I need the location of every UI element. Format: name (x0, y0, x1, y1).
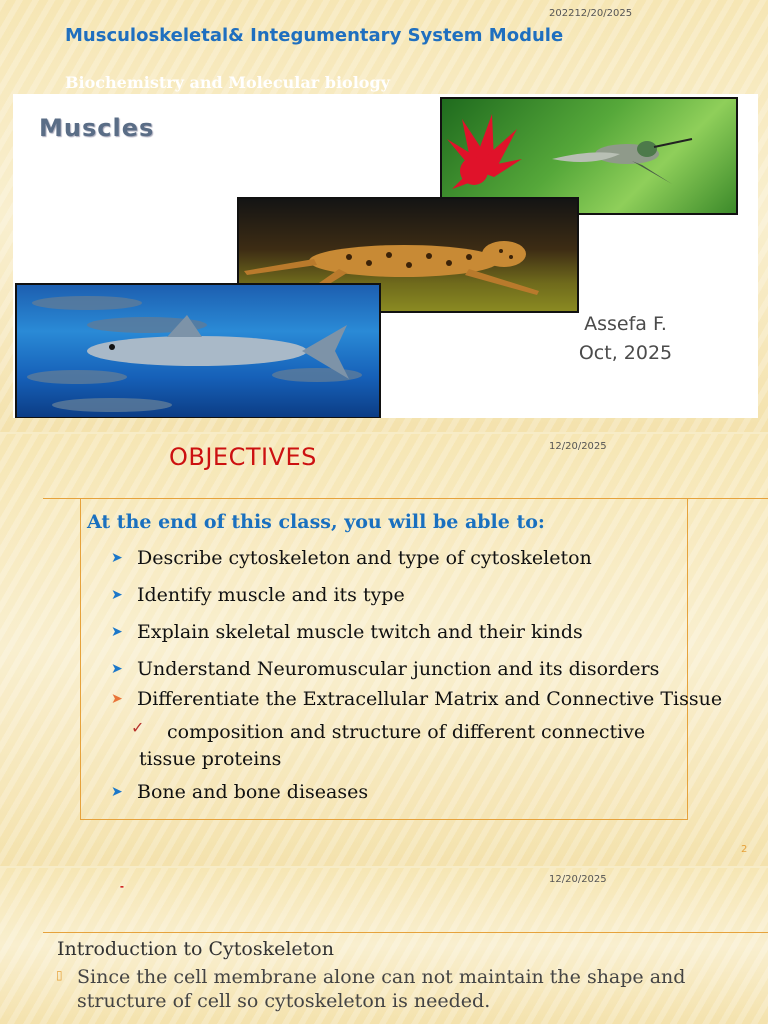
tuna-photo (15, 283, 381, 418)
bullet-icon: ▯ (56, 968, 63, 982)
slide-date: 12/20/2025 (549, 441, 607, 452)
arrow-bullet-icon: ➤ (111, 624, 123, 640)
arrow-bullet-icon: ➤ (111, 550, 123, 566)
objectives-lead: At the end of this class, you will be able to: (87, 511, 545, 533)
slide-subtitle: Biochemistry and Molecular biology (65, 73, 390, 92)
author-name: Assefa F. (584, 313, 667, 335)
title-slide (0, 0, 768, 432)
page-number: 2 (741, 844, 748, 855)
arrow-bullet-icon: ➤ (111, 587, 123, 603)
tiny-red-mark: ▬ (120, 884, 124, 889)
objectives-box: At the end of this class, you will be able to: ➤ Describe cytoskeleton and type of cytoskeleton ➤ Identify muscle and its type ➤ Explain skeletal muscle twitch and their kinds ➤ Understand Neuromuscular junction and its disorders ➤ Differentiate the Extracellular Matrix and Connective Tissue ✓ composition and structure of different connective tissue proteins ➤ Bone and bone diseases (80, 498, 688, 820)
module-title: Musculoskeletal& Integumentary System Module (65, 25, 564, 46)
slide-date: 12/20/2025 (549, 874, 607, 885)
objective-sub-item: ✓ composition and structure of different connective tissue proteins (139, 719, 679, 773)
objectives-title: OBJECTIVES (169, 443, 317, 471)
title-panel (13, 94, 758, 418)
arrow-bullet-icon: ➤ (111, 661, 123, 677)
intro-heading: Introduction to Cytoskeleton (57, 938, 334, 960)
cytoskeleton-slide (0, 868, 768, 1024)
muscles-word-art: Muscles (39, 114, 155, 142)
arrow-bullet-icon: ➤ (111, 784, 123, 800)
author-block (553, 310, 698, 368)
author-date: Oct, 2025 (578, 342, 673, 364)
objectives-slide (0, 434, 768, 866)
intro-bullet: Since the cell membrane alone can not maintain the shape and structure of cell so cytoskeleton is needed. (77, 966, 686, 1012)
arrow-bullet-icon: ➤ (111, 691, 123, 707)
slide-date: 202212/20/2025 (549, 8, 633, 19)
checkmark-icon: ✓ (131, 718, 145, 737)
title-divider (43, 932, 768, 933)
